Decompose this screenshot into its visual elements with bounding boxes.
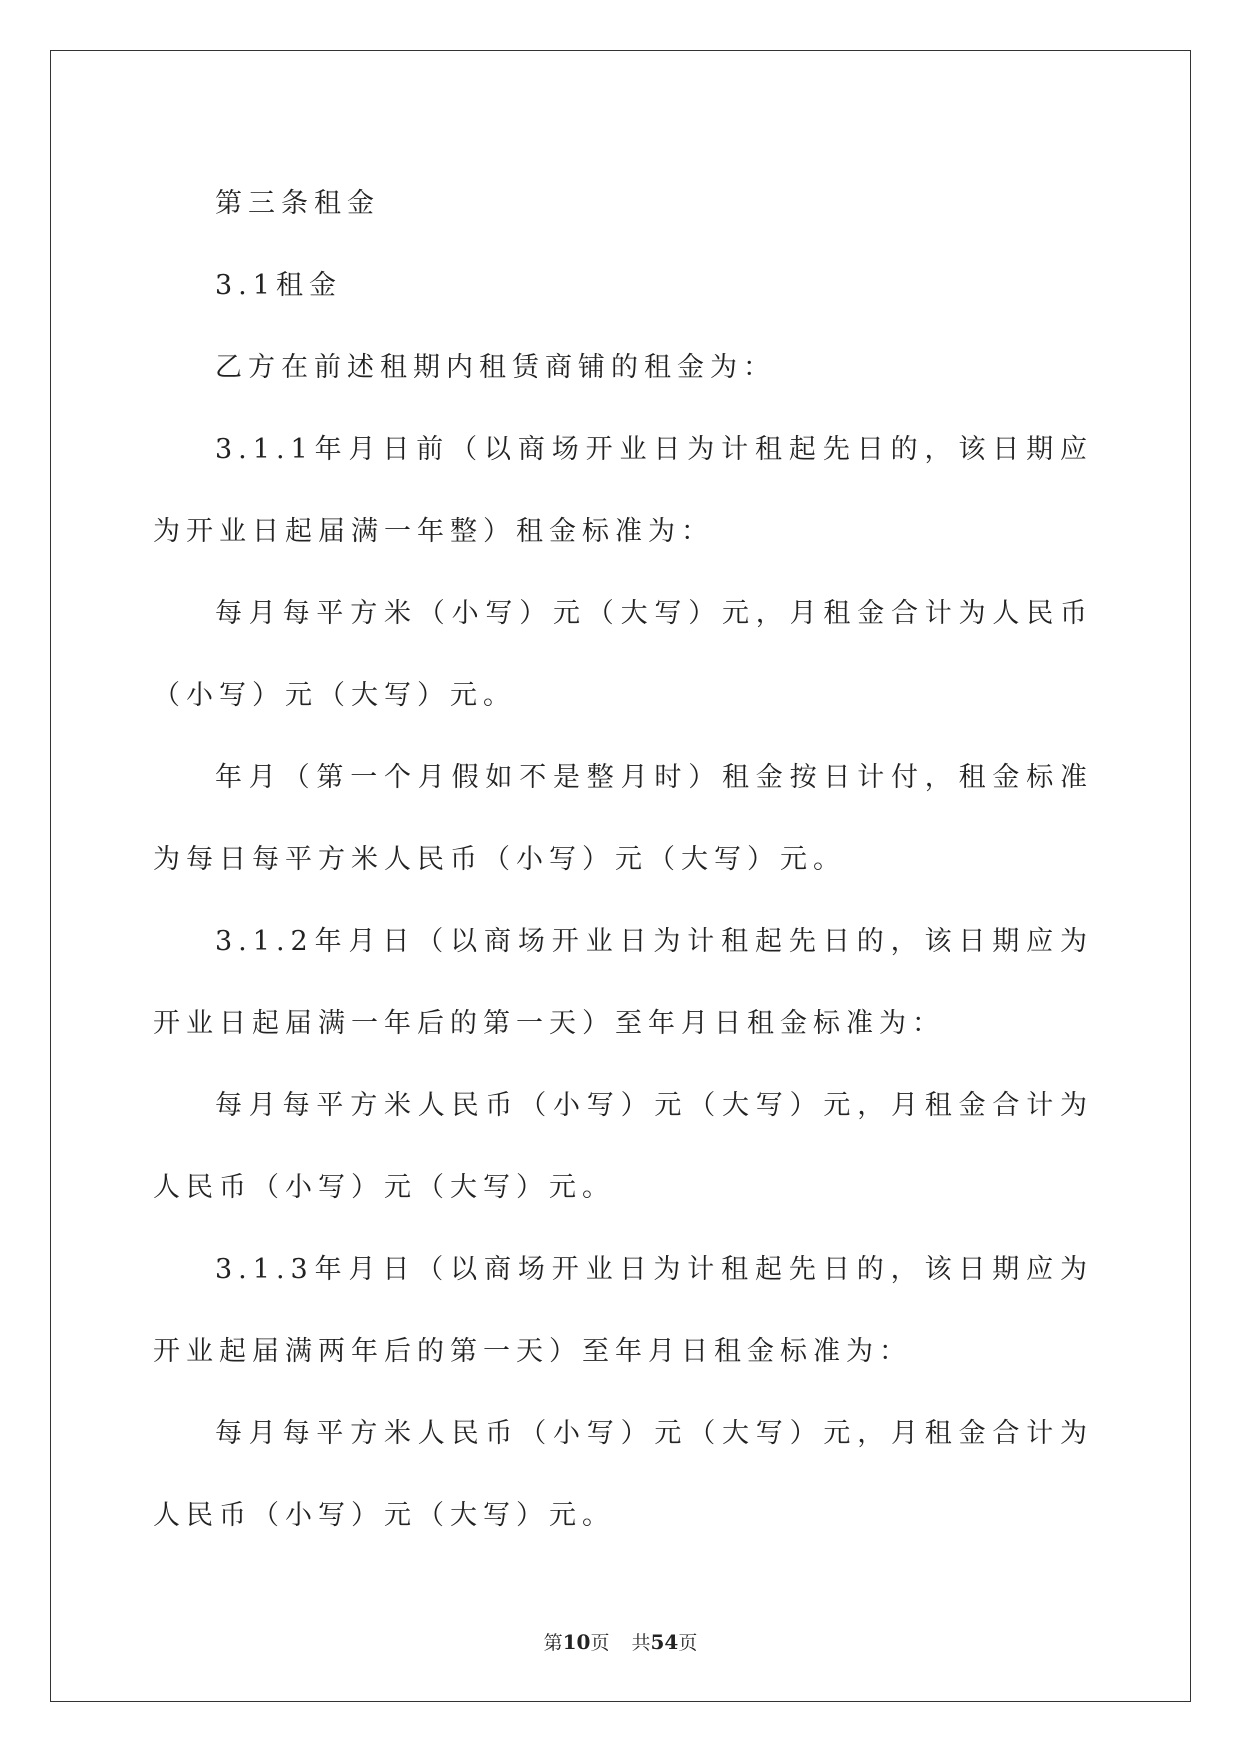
paragraph: 乙方在前述租期内租赁商铺的租金为： [215,352,776,383]
total-pages-number: 54 [650,1630,679,1654]
footer-page-word: 页 [590,1632,610,1654]
current-page-number: 10 [562,1630,591,1654]
paragraph: 年月（第一个月假如不是整月时）租金按日计付，租金标准为每日每平方米人民币（小写）元（大写）元。 [153,762,1093,875]
paragraph: 3.1.3年月日（以商场开业日为计租起先日的，该日期应为开业起届满两年后的第一天）至年月日租金标准为： [153,1254,1093,1367]
footer-prefix: 第 [543,1632,563,1654]
paragraph: 3.1.2年月日（以商场开业日为计租起先日的，该日期应为开业日起届满一年后的第一天）至年月日租金标准为： [153,926,1093,1039]
document-body [153,163,1093,1557]
page-footer [0,1628,1241,1655]
paragraph: 每月每平方米人民币（小写）元（大写）元，月租金合计为人民币（小写）元（大写）元。 [153,1418,1093,1531]
article-heading: 第三条租金 [215,188,380,219]
footer-total-prefix: 共 [631,1632,651,1654]
section-heading: 3.1租金 [215,270,342,301]
paragraph: 每月每平方米人民币（小写）元（大写）元，月租金合计为人民币（小写）元（大写）元。 [153,1090,1093,1203]
footer-total-suffix: 页 [678,1632,698,1654]
paragraph: 3.1.1年月日前（以商场开业日为计租起先日的，该日期应为开业日起届满一年整）租金标准为： [153,434,1093,547]
paragraph: 每月每平方米（小写）元（大写）元，月租金合计为人民币（小写）元（大写）元。 [153,598,1093,711]
